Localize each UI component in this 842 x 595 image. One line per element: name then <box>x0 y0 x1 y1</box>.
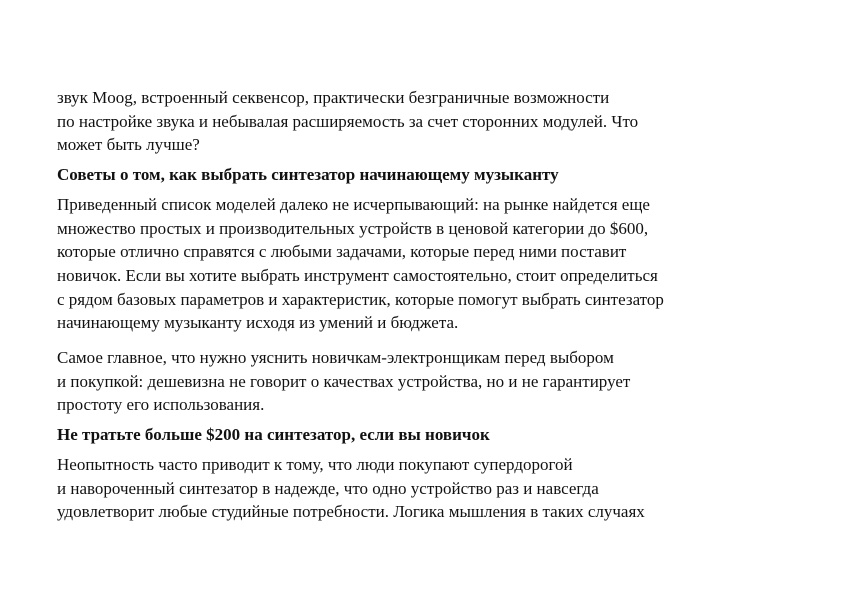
text-line: Приведенный список моделей далеко не исчерпывающий: на рынке найдется еще <box>57 194 650 214</box>
document-page <box>57 86 817 524</box>
text-line: звук Moog, встроенный секвенсор, практически безграничные возможности <box>57 88 610 107</box>
text-line: по настройке звука и небывалая расширяемость за счет сторонних модулей. Что <box>57 111 639 131</box>
paragraph-model-list-note <box>57 193 817 335</box>
paragraph-intro-continuation <box>57 86 817 157</box>
text-line: Самое главное, что нужно уяснить новичкам-электронщикам перед выбором <box>57 348 614 368</box>
text-line: и навороченный синтезатор в надежде, что одно устройство раз и навсегда <box>57 478 599 498</box>
text-line: с рядом базовых параметров и характеристик, которые помогут выбрать синтезатор <box>57 289 664 309</box>
text-line: простоту его использования. <box>57 395 265 415</box>
section-heading-choosing-tips: Советы о том, как выбрать синтезатор начинающему музыканту <box>57 165 559 185</box>
text-line: может быть лучше? <box>57 135 200 155</box>
text-line: новичок. Если вы хотите выбрать инструмент самостоятельно, стоит определиться <box>57 265 658 285</box>
paragraph-main-point <box>57 346 817 417</box>
text-line: множество простых и производительных устройств в ценовой категории до $600, <box>57 218 649 238</box>
paragraph-inexperience <box>57 453 817 524</box>
text-line: начинающему музыканту исходя из умений и бюджета. <box>57 313 459 333</box>
section-heading-budget-advice: Не тратьте больше $200 на синтезатор, если вы новичок <box>57 425 490 445</box>
text-line: которые отлично справятся с любыми задачами, которые перед ними поставит <box>57 242 627 262</box>
text-line: Неопытность часто приводит к тому, что люди покупают супердорогой <box>57 454 573 474</box>
text-line: удовлетворит любые студийные потребности. Логика мышления в таких случаях <box>57 502 645 522</box>
text-line: и покупкой: дешевизна не говорит о качествах устройства, но и не гарантирует <box>57 371 631 391</box>
